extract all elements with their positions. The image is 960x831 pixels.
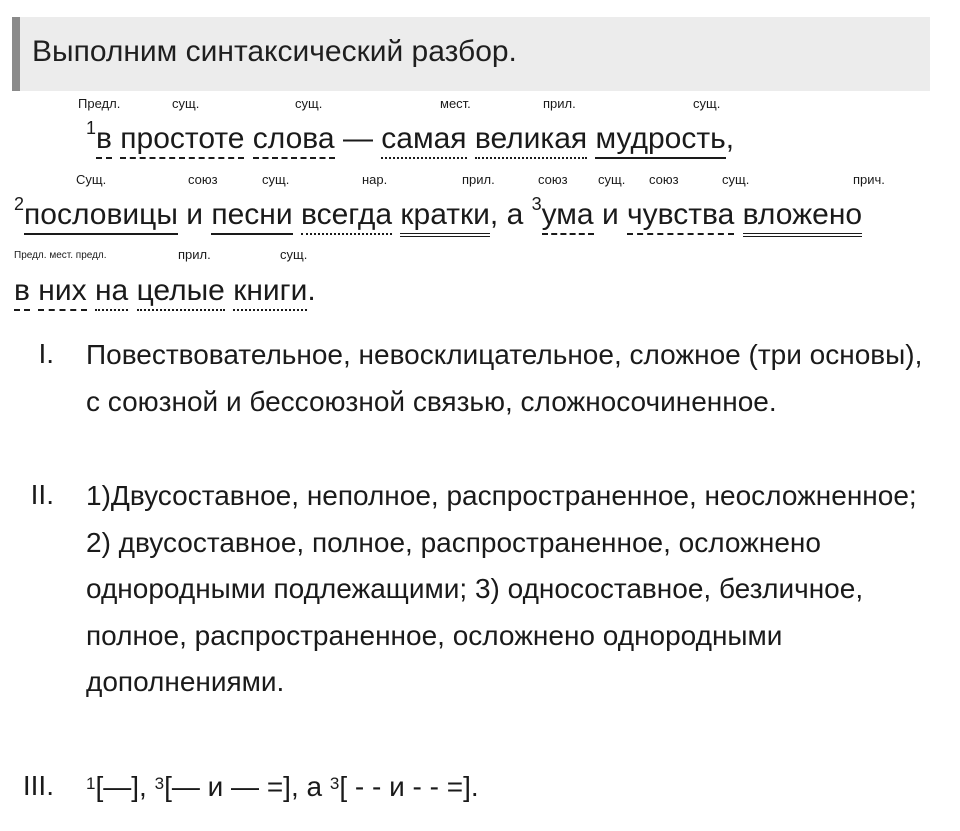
clause-number: 1 bbox=[86, 118, 97, 138]
dash: — bbox=[342, 122, 373, 155]
pos-label: мест. bbox=[440, 96, 471, 111]
word: слова bbox=[253, 122, 335, 159]
pos-label: союз bbox=[538, 172, 568, 187]
word: ума bbox=[542, 198, 594, 235]
word: а bbox=[506, 198, 524, 231]
punctuation: , bbox=[489, 198, 499, 231]
scheme bbox=[86, 764, 926, 811]
clause-number: 3 bbox=[154, 774, 165, 793]
scheme-part: [ - - и - - =]. bbox=[339, 771, 479, 802]
word: песни bbox=[211, 198, 292, 235]
pos-label: союз bbox=[188, 172, 218, 187]
pos-label: союз bbox=[649, 172, 679, 187]
word: самая bbox=[381, 122, 466, 159]
list-item: Повествовательное, невосклицательное, сложное (три основы), с союзной и бессоюзной связью, сложносочиненное. bbox=[86, 339, 923, 417]
scheme-part: [— и — =], а bbox=[164, 771, 330, 802]
pos-label: сущ. bbox=[598, 172, 626, 187]
clause-number: 3 bbox=[329, 774, 340, 793]
word: кратки bbox=[400, 198, 489, 237]
punctuation: . bbox=[307, 274, 316, 307]
word: целые bbox=[137, 274, 225, 311]
pos-label: прил. bbox=[178, 247, 211, 262]
pos-label: сущ. bbox=[172, 96, 200, 111]
list-number: II. bbox=[30, 479, 54, 510]
word: и bbox=[601, 198, 619, 231]
pos-label: сущ. bbox=[295, 96, 323, 111]
pos-label: сущ. bbox=[693, 96, 721, 111]
word: пословицы bbox=[24, 198, 178, 235]
clause-number: 3 bbox=[531, 194, 542, 214]
pos-label: прич. bbox=[853, 172, 885, 187]
title-accent-bar bbox=[12, 17, 20, 91]
list-item: 1)Двусоставное, неполное, распространенное, неосложненное; 2) двусоставное, полное, распространенное, осложнено однородными подлежащими; 3) односоставное, безличное, полное, распространенное, осложнено однородными дополнениями. bbox=[86, 480, 917, 697]
clause-number: 1 bbox=[86, 774, 96, 793]
pos-label: Сущ. bbox=[76, 172, 107, 187]
pos-label: нар. bbox=[362, 172, 388, 187]
sentence-line-3 bbox=[14, 274, 316, 311]
pos-label: сущ. bbox=[262, 172, 290, 187]
sentence-line-1 bbox=[86, 118, 735, 159]
word: книги bbox=[233, 274, 307, 311]
word: чувства bbox=[627, 198, 734, 235]
word: вложено bbox=[743, 198, 862, 237]
list-number: I. bbox=[38, 338, 54, 369]
sentence-line-2 bbox=[14, 194, 863, 237]
punctuation: , bbox=[725, 122, 735, 155]
clause-number: 2 bbox=[14, 194, 25, 214]
word: великая bbox=[475, 122, 587, 159]
word: в bbox=[14, 274, 30, 311]
scheme-part: [—], bbox=[95, 771, 155, 802]
list-number: III. bbox=[22, 770, 54, 801]
pos-label: прил. bbox=[543, 96, 576, 111]
word: всегда bbox=[301, 198, 392, 235]
pos-label: сущ. bbox=[280, 247, 308, 262]
pos-label: прил. bbox=[462, 172, 495, 187]
word: мудрость bbox=[595, 122, 725, 159]
page-title: Выполним синтаксический разбор. bbox=[32, 35, 517, 68]
pos-label: Предл. мест. предл. bbox=[14, 250, 107, 261]
pos-label: Предл. bbox=[78, 96, 121, 111]
word: них bbox=[38, 274, 86, 311]
title-banner bbox=[12, 17, 930, 91]
word: в bbox=[96, 122, 112, 159]
word: простоте bbox=[120, 122, 244, 159]
word: на bbox=[95, 274, 128, 311]
word: и bbox=[186, 198, 204, 231]
pos-label: сущ. bbox=[722, 172, 750, 187]
